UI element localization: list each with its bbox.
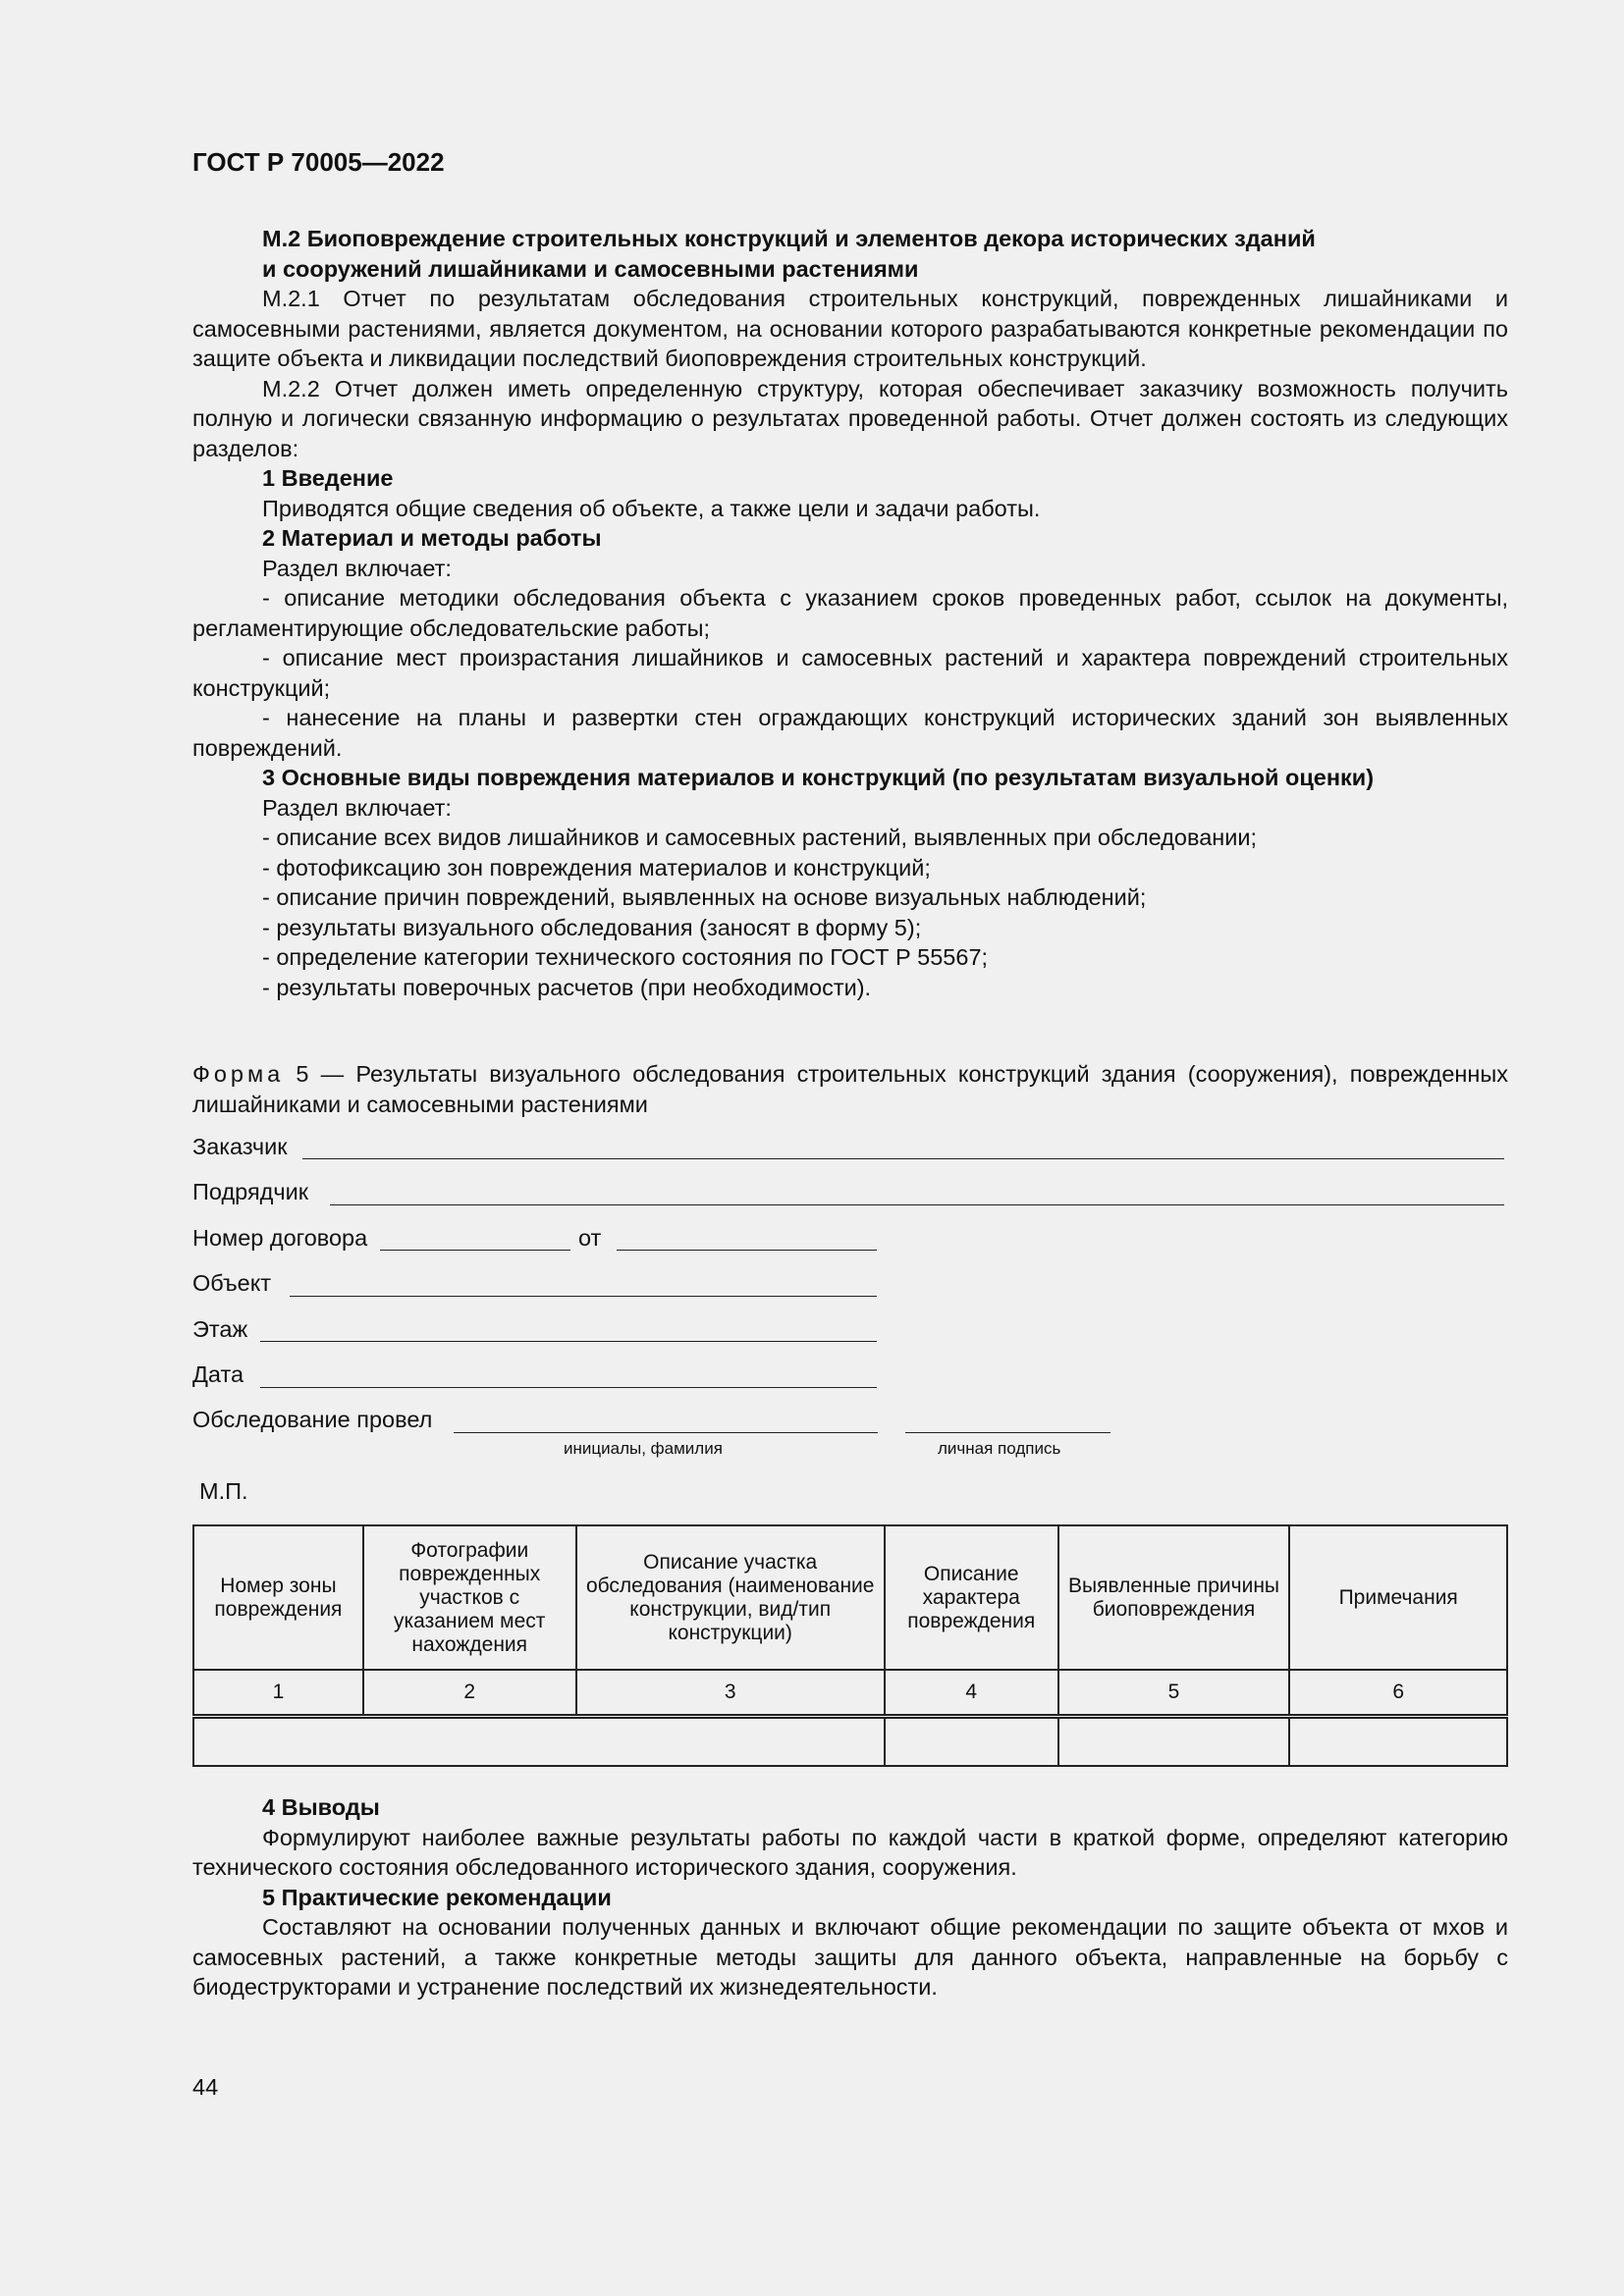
inspector-label: Обследование провел <box>192 1406 433 1432</box>
contract-number-field[interactable] <box>192 1223 880 1253</box>
signature-caption: личная подпись <box>938 1439 1061 1458</box>
date-field[interactable] <box>192 1360 880 1389</box>
form-title-text: 5 — Результаты визуального обследования строительных конструкций здания (сооружения), поврежденных лишайниками и самосевными растениями <box>192 1061 1508 1117</box>
contractor-line[interactable] <box>330 1204 1504 1205</box>
table-header-cell: Выявленные причины биоповреждения <box>1058 1525 1290 1670</box>
list-item: - определение категории технического состояния по ГОСТ Р 55567; <box>262 944 989 970</box>
table-number-cell: 3 <box>576 1670 885 1717</box>
table-empty-cell[interactable] <box>1289 1717 1507 1767</box>
section-title-line-2: и сооружений лишайниками и самосевными растениями <box>262 255 919 282</box>
floor-field[interactable] <box>192 1314 880 1344</box>
list-item: - нанесение на планы и развертки стен ограждающих конструкций исторических зданий зон выявленных повреждений. <box>192 705 1508 761</box>
list-item: - описание мест произрастания лишайников и самосевных растений и характера повреждений строительных конструкций; <box>192 645 1508 701</box>
subsection-title-methods: 2 Материал и методы работы <box>262 525 602 551</box>
contractor-label: Подрядчик <box>192 1178 309 1204</box>
table-row <box>193 1717 1507 1767</box>
table-header-cell: Номер зоны повреждения <box>193 1525 363 1670</box>
contractor-field[interactable] <box>192 1177 1508 1206</box>
inspector-field[interactable] <box>192 1405 1174 1434</box>
list-item: - описание всех видов лишайников и самосевных растений, выявленных при обследовании; <box>262 825 1258 850</box>
subsection-text-conclusions: Формулируют наиболее важные результаты работы по каждой части в краткой форме, определяют категорию технического состояния обследованного исторического здания, сооружения. <box>192 1824 1508 1880</box>
subsection-title-recommendations: 5 Практические рекомендации <box>262 1884 612 1910</box>
conclusions-body <box>192 1792 1508 2002</box>
floor-line[interactable] <box>260 1341 877 1342</box>
inspector-signature-line[interactable] <box>905 1432 1110 1433</box>
date-label: Дата <box>192 1361 244 1387</box>
table-number-cell: 1 <box>193 1670 363 1717</box>
table-number-cell: 5 <box>1058 1670 1290 1717</box>
section-body <box>192 224 1508 1119</box>
list-item: - описание причин повреждений, выявленных на основе визуальных наблюдений; <box>262 884 1147 910</box>
table-number-cell: 4 <box>885 1670 1058 1717</box>
table-number-row <box>193 1670 1507 1717</box>
table-number-cell: 6 <box>1289 1670 1507 1717</box>
object-line[interactable] <box>290 1296 877 1297</box>
table-empty-cell[interactable] <box>885 1717 1058 1767</box>
object-field[interactable] <box>192 1268 880 1298</box>
table-header-row <box>193 1525 1507 1670</box>
list-item: - результаты визуального обследования (заносят в форму 5); <box>262 914 922 940</box>
subsection-title-conclusions: 4 Выводы <box>262 1794 380 1820</box>
table-header-cell: Фотографии поврежденных участков с указанием мест нахождения <box>363 1525 576 1670</box>
name-caption: инициалы, фамилия <box>564 1439 723 1458</box>
table-header-cell: Описание характера повреждения <box>885 1525 1058 1670</box>
list-item: - результаты поверочных расчетов (при необходимости). <box>262 974 872 1000</box>
customer-field[interactable] <box>192 1132 1508 1161</box>
inspector-name-line[interactable] <box>454 1432 878 1433</box>
subsection-text-recommendations: Составляют на основании полученных данных и включают общие рекомендации по защите объекта от мхов и самосевных растений, а также конкретные методы защиты для данного объекта, направленные на борьбу с биодеструкторами и устранение последствий их жизнедеятельности. <box>192 1914 1508 2000</box>
floor-label: Этаж <box>192 1315 248 1342</box>
table-number-cell: 2 <box>363 1670 576 1717</box>
contract-number-line[interactable] <box>380 1250 570 1251</box>
document-header: ГОСТ Р 70005—2022 <box>192 147 445 177</box>
contract-date-line[interactable] <box>617 1250 877 1251</box>
seal-label: М.П. <box>199 1477 248 1504</box>
date-line[interactable] <box>260 1387 877 1388</box>
section-title-line-1: М.2 Биоповреждение строительных конструкций и элементов декора исторических зданий <box>262 226 1316 251</box>
paragraph-m21: М.2.1 Отчет по результатам обследования строительных конструкций, поврежденных лишайниками и самосевными растениями, является документом, на основании которого разрабатываются конкретные рекомендации по защите объекта и ликвидации последствий биоповреждения строительных конструкций. <box>192 286 1508 371</box>
customer-line[interactable] <box>302 1158 1504 1159</box>
customer-label: Заказчик <box>192 1133 288 1159</box>
table-empty-cell[interactable] <box>1058 1717 1290 1767</box>
contract-from-label: от <box>578 1224 602 1251</box>
object-label: Объект <box>192 1269 272 1296</box>
subsection-title-introduction: 1 Введение <box>262 465 394 491</box>
table-header-cell: Примечания <box>1289 1525 1507 1670</box>
subsection-intro-damage-types: Раздел включает: <box>262 794 452 821</box>
section-title <box>192 224 1508 284</box>
contract-number-label: Номер договора <box>192 1224 368 1251</box>
list-item: - описание методики обследования объекта с указанием сроков проведенных работ, ссылок на документы, регламентирующие обследовательские работы; <box>192 585 1508 641</box>
form-label: Форма <box>192 1061 285 1087</box>
spacer <box>192 1002 1508 1059</box>
seal-field <box>199 1476 396 1506</box>
results-table <box>192 1524 1508 1767</box>
subsection-intro-methods: Раздел включает: <box>262 555 452 581</box>
subsection-title-damage-types: 3 Основные виды повреждения материалов и конструкций (по результатам визуальной оценки) <box>262 765 1375 790</box>
list-item: - фотофиксацию зон повреждения материалов и конструкций; <box>262 854 931 881</box>
subsection-text-introduction: Приводятся общие сведения об объекте, а также цели и задачи работы. <box>262 495 1041 521</box>
paragraph-m22: М.2.2 Отчет должен иметь определенную структуру, которая обеспечивает заказчику возможность получить полную и логически связанную информацию о результатах проведенной работы. Отчет должен состоять из следующих разделов: <box>192 375 1508 461</box>
table-header-cell: Описание участка обследования (наименование конструкции, вид/тип конструкции) <box>576 1525 885 1670</box>
form-title <box>192 1059 1508 1119</box>
page-number: 44 <box>192 2074 219 2100</box>
table-empty-cell[interactable] <box>193 1717 885 1767</box>
